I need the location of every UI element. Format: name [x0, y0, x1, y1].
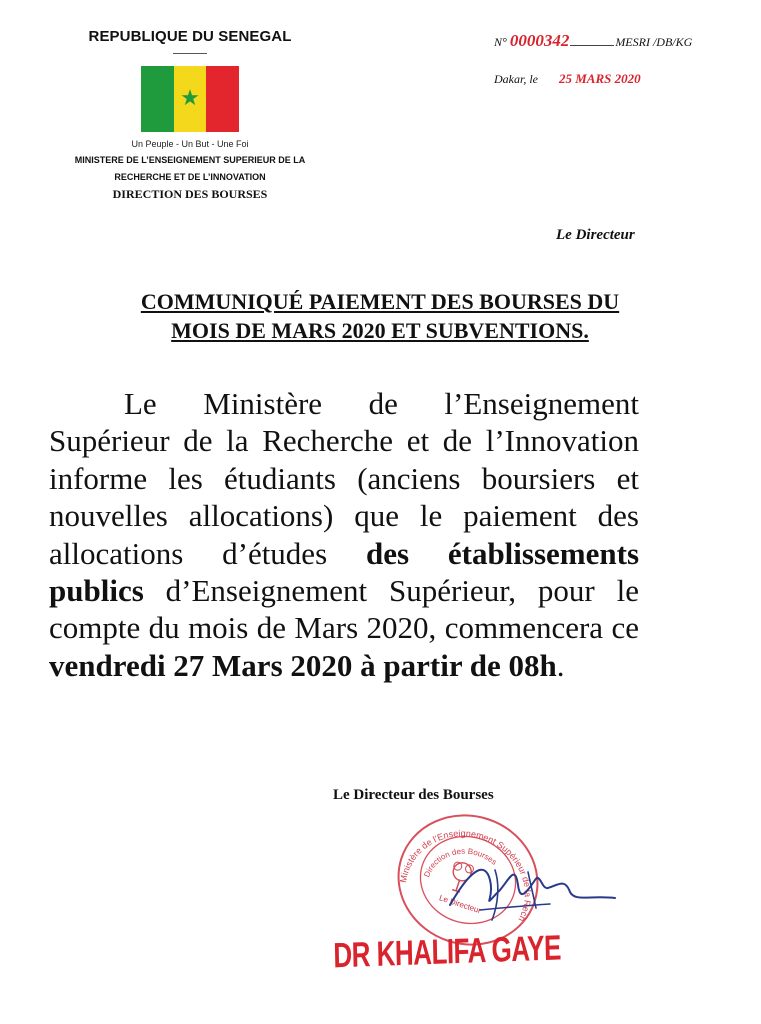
place-label: Dakar, le: [494, 72, 538, 86]
body-text-part2: d’Enseignement Supérieur, pour le compte du mois de Mars 2020, commencera ce: [49, 573, 639, 646]
body-text-part1: Le Ministère de l’Enseignement Supérieur de la Recherche et de l’Innovation informe les étudiants (anciens boursiers et nouvelles allocations) que le paiement des allocations d’études: [49, 386, 639, 571]
ministry-name-line2: RECHERCHE ET DE L’INNOVATION: [114, 172, 266, 182]
reference-prefix: N°: [494, 35, 507, 49]
stamp-center-text: Le Directeur: [438, 893, 483, 916]
reference-number: 0000342: [509, 31, 570, 50]
document-date: 25 MARS 2020: [559, 71, 641, 86]
reference-suffix: MESRI /DB/KG: [615, 35, 693, 49]
star-icon: ★: [180, 86, 200, 111]
body-bold-establishments: des établissements publics: [49, 535, 640, 609]
communique-title: [40, 287, 720, 345]
national-motto: Un Peuple - Un But - Une Foi: [131, 139, 249, 149]
signer-title: Le Directeur des Bourses: [333, 787, 494, 803]
republic-heading: REPUBLIQUE DU SENEGAL: [88, 28, 292, 45]
addressee: Le Directeur: [556, 227, 635, 243]
title-line2: MOIS DE MARS 2020 ET SUBVENTIONS.: [171, 318, 589, 343]
direction-name: DIRECTION DES BOURSES: [112, 187, 268, 201]
ministry-name-line1: MINISTERE DE L’ENSEIGNEMENT SUPERIEUR DE LA: [74, 155, 306, 165]
header-divider: [173, 53, 207, 54]
stamp-inner-text: Direction des Bourses: [422, 846, 499, 879]
body-bold-date: vendredi 27 Mars 2020 à partir de 08h: [49, 647, 557, 683]
reference-line: [494, 31, 692, 51]
title-line1: COMMUNIQUÉ PAIEMENT DES BOURSES DU: [140, 289, 620, 314]
handwritten-signature: [440, 850, 620, 930]
date-line: [494, 71, 641, 87]
signer-name-stamp: DR KHALIFA GAYE: [333, 926, 562, 976]
stamp-outer-text: Ministère de l’Enseignement Supérieur de la Recherche: [398, 828, 533, 924]
body-text-part3: .: [556, 647, 565, 683]
reference-fill-line: [570, 45, 614, 46]
senegal-flag: [141, 66, 239, 132]
communique-body: [49, 385, 639, 684]
